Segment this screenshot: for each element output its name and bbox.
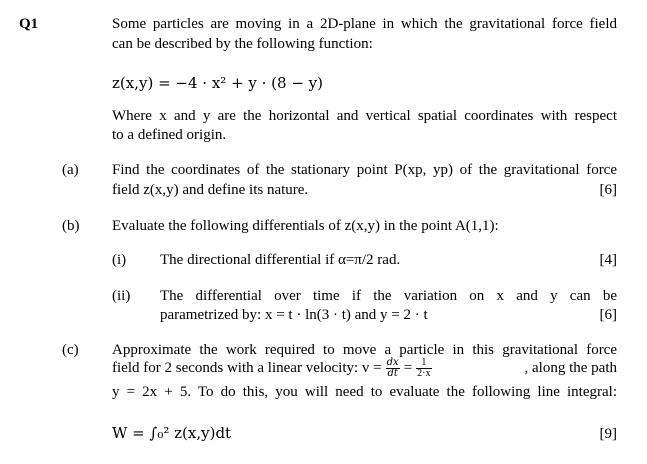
equals-sign: =: [403, 360, 413, 376]
part-b-ii-label: (ii): [112, 288, 131, 304]
function-definition: z(x,y) = −4 · x² + y · (8 − y): [112, 74, 324, 92]
fraction-denominator: dt: [387, 368, 398, 379]
intro-line-2: can be described by the following function:: [112, 36, 373, 52]
part-b-label: (b): [62, 218, 80, 234]
part-c-line-1: Approximate the work required to move a particle in this gravitational force: [112, 342, 617, 358]
question-label: Q1: [19, 16, 39, 32]
part-b-ii-line-1: The differential over time if the variation on x and y can be: [160, 288, 617, 304]
part-a-label: (a): [62, 162, 79, 178]
where-line-1: Where x and y are the horizontal and vertical spatial coordinates with respect: [112, 108, 617, 124]
where-line-2: to a defined origin.: [112, 127, 227, 143]
part-a-line-1: Find the coordinates of the stationary point P(xp, yp) of the gravitational force: [112, 162, 617, 178]
part-c-marks: [9]: [599, 426, 617, 442]
velocity-fraction-inverse: [416, 358, 431, 379]
work-integral: W = ∫₀² z(x,y)dt: [112, 424, 232, 442]
velocity-fraction-dxdt: [386, 358, 400, 379]
fraction-denominator: 2·x: [417, 368, 431, 379]
fraction-numerator: dx: [386, 357, 399, 368]
intro-line-1: Some particles are moving in a 2D-plane in which the gravitational force field: [112, 16, 617, 32]
part-a-line-2: field z(x,y) and define its nature.: [112, 182, 309, 198]
part-b-i-marks: [4]: [599, 252, 617, 268]
part-b-i-text: The directional differential if α=π/2 rad.: [160, 252, 401, 268]
part-c-line-2-pre: field for 2 seconds with a linear velocity: v =: [112, 360, 382, 376]
part-c-label: (c): [62, 342, 79, 358]
part-b-ii-line-2: parametrized by: x = t · ln(3 · t) and y = 2 · t: [160, 307, 428, 323]
fraction-numerator: 1: [416, 358, 431, 369]
part-b-ii-marks: [6]: [599, 307, 617, 323]
part-c-line-2: [112, 358, 617, 379]
part-a-marks: [6]: [599, 182, 617, 198]
part-b-line-1: Evaluate the following differentials of z(x,y) in the point A(1,1):: [112, 218, 499, 234]
part-c-line-2-post: , along the path: [524, 360, 617, 376]
part-c-line-3: y = 2x + 5. To do this, you will need to evaluate the following line integral:: [112, 384, 617, 400]
part-b-i-label: (i): [112, 252, 127, 268]
